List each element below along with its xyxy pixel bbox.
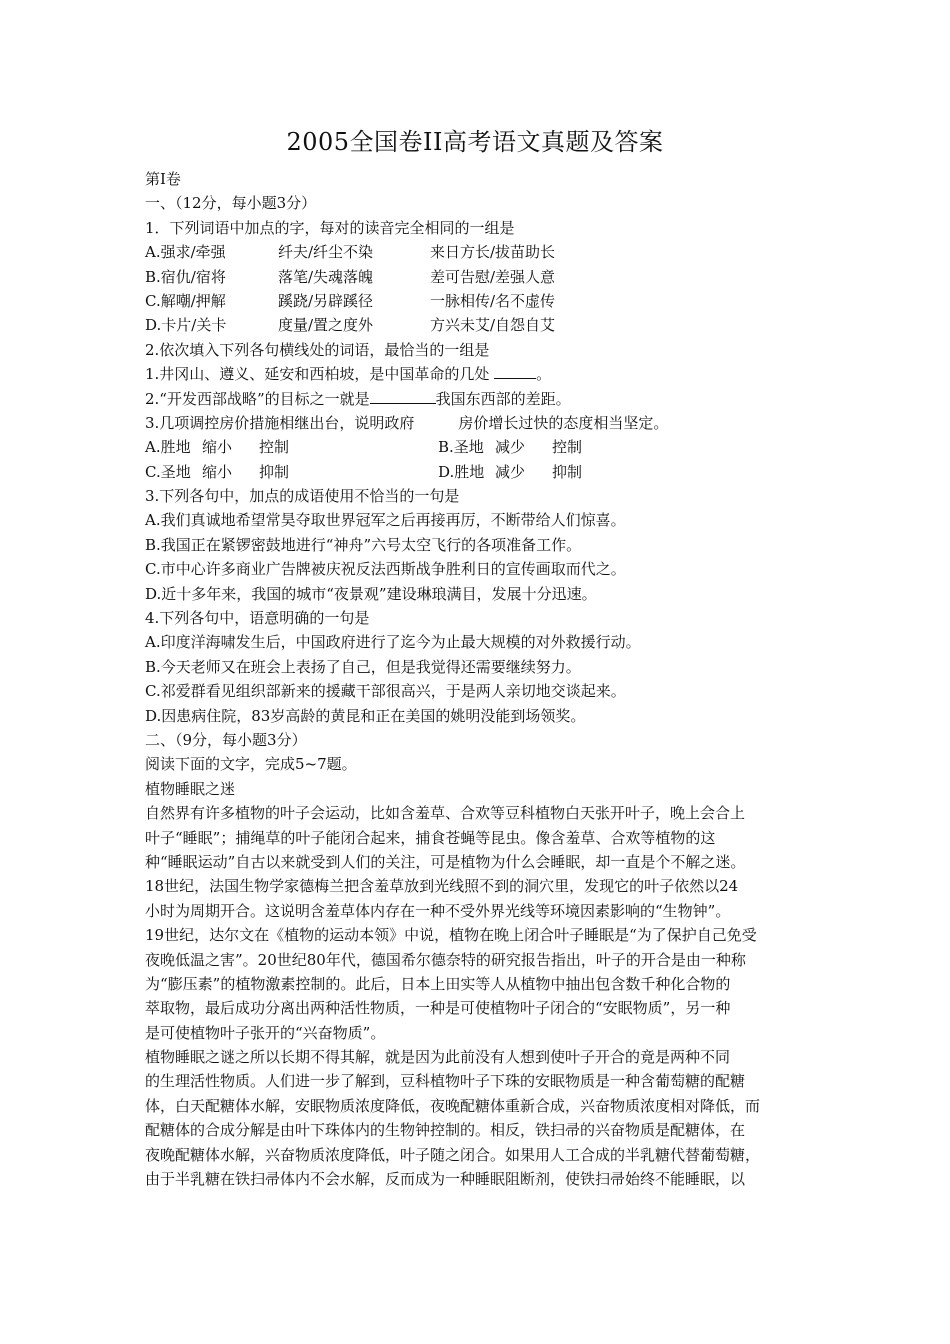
passage-line: 由于半乳糖在铁扫帚体内不会水解，反而成为一种睡眠阻断剂，使铁扫帚始终不能睡眠，以 — [145, 1170, 746, 1189]
question-3-option-c: C.市中心许多商业广告牌被庆祝反法西斯战争胜利日的宣传画取而代之。 — [145, 560, 626, 579]
passage-line: 叶子“睡眠”；捕绳草的叶子能闭合起来，捕食苍蝇等昆虫。像含羞草、合欢等植物的这 — [145, 828, 716, 847]
fill-blank — [370, 387, 436, 404]
question-2-option-c: C.圣地 缩小 抑制 — [145, 462, 290, 481]
question-3-option-d: D.近十多年来，我国的城市“夜景观”建设琳琅满目，发展十分迅速。 — [145, 584, 597, 603]
document-body — [145, 167, 825, 1191]
passage-line: 18世纪，法国生物学家德梅兰把含羞草放到光线照不到的洞穴里，发现它的叶子依然以24 — [145, 877, 739, 896]
question-3-option-b: B.我国正在紧锣密鼓地进行“神舟”六号太空飞行的各项准备工作。 — [145, 535, 582, 554]
question-2-sentence-1: 1.井冈山、遵义、延安和西柏坡，是中国革命的几处 。 — [145, 362, 825, 386]
passage-line: 为“膨压素”的植物激素控制的。此后，日本上田实等人从植物中抽出包含数千种化合物的 — [145, 974, 731, 993]
question-3-stem: 3.下列各句中，加点的成语使用不恰当的一句是 — [145, 487, 460, 506]
question-2-sentence-3: 3.几项调控房价措施相继出台，说明政府 房价增长过快的态度相当坚定。 — [145, 413, 669, 432]
question-4-option-d: D.因患病住院，83岁高龄的黄昆和正在美国的姚明没能到场领奖。 — [145, 706, 586, 725]
question-1-option-d: D.卡片/关卡 度量/置之度外 方兴未艾/自怨自艾 — [145, 316, 556, 335]
question-4-option-b: B.今天老师又在班会上表扬了自己，但是我觉得还需要继续努力。 — [145, 657, 581, 676]
reading-instruction: 阅读下面的文字，完成5~7题。 — [145, 755, 357, 774]
passage-title: 植物睡眠之迷 — [145, 779, 236, 798]
passage-line: 夜晚低温之害”。20世纪80年代，德国希尔德奈特的研究报告指出，叶子的开合是由一种称 — [145, 950, 746, 969]
passage-line: 的生理活性物质。人们进一步了解到，豆科植物叶子下珠的安眠物质是一种含葡萄糖的配糖 — [145, 1072, 746, 1091]
question-4-stem: 4.下列各句中，语意明确的一句是 — [145, 609, 370, 628]
question-2-option-b: B.圣地 减少 控制 — [438, 438, 583, 457]
passage-line: 夜晚配糖体水解，兴奋物质浓度降低，叶子随之闭合。如果用人工合成的半乳糖代替葡萄糖， — [145, 1145, 761, 1164]
section-volume-heading: 第I卷 — [145, 170, 181, 188]
passage-line: 自然界有许多植物的叶子会运动，比如含羞草、合欢等豆科植物白天张开叶子，晚上会合上 — [145, 804, 746, 823]
question-2-option-a: A.胜地 缩小 控制 — [145, 438, 290, 457]
document-title: 2005全国卷II高考语文真题及答案 — [286, 128, 664, 156]
passage-line: 配糖体的合成分解是由叶下珠体内的生物钟控制的。相反，铁扫帚的兴奋物质是配糖体，在 — [145, 1121, 746, 1140]
question-1-option-a: A.强求/牵强 纤夫/纤尘不染 来日方长/拔苗助长 — [145, 243, 556, 262]
question-1-option-c: C.解嘲/押解 蹊跷/另辟蹊径 一脉相传/名不虚传 — [145, 291, 556, 310]
question-1-stem: 1．下列词语中加点的字，每对的读音完全相同的一组是 — [145, 218, 515, 237]
passage-line: 种“睡眠运动”自古以来就受到人们的关注，可是植物为什么会睡眠，却一直是个不解之迷。 — [145, 852, 746, 871]
section-one-heading: 一、（12分，每小题3分） — [145, 194, 317, 213]
question-3-option-a: A.我们真诚地希望常昊夺取世界冠军之后再接再厉，不断带给人们惊喜。 — [145, 511, 626, 530]
question-4-option-a: A.印度洋海啸发生后，中国政府进行了迄今为止最大规模的对外救援行动。 — [145, 633, 641, 652]
fill-blank — [494, 362, 536, 379]
passage-line: 植物睡眠之谜之所以长期不得其解，就是因为此前没有人想到使叶子开合的竟是两种不同 — [145, 1048, 731, 1067]
section-two-heading: 二、（9分，每小题3分） — [145, 730, 307, 749]
passage-line: 体，白天配糖体水解，安眠物质浓度降低，夜晚配糖体重新合成，兴奋物质浓度相对降低，而 — [145, 1096, 761, 1115]
passage-line: 19世纪，达尔文在《植物的运动本领》中说，植物在晚上闭合叶子睡眠是“为了保护自己免受 — [145, 926, 757, 945]
question-2-option-d: D.胜地 减少 抑制 — [438, 462, 583, 481]
passage-line: 是可使植物叶子张开的“兴奋物质”。 — [145, 1023, 386, 1042]
question-4-option-c: C.祁爱群看见组织部新来的援藏干部很高兴，于是两人亲切地交谈起来。 — [145, 682, 626, 701]
passage-line: 萃取物，最后成功分离出两种活性物质，一种是可使植物叶子闭合的“安眠物质”，另一种 — [145, 999, 731, 1018]
question-1-option-b: B.宿仇/宿将 落笔/失魂落魄 差可告慰/差强人意 — [145, 267, 556, 286]
question-2-options-row-1 — [145, 435, 825, 459]
passage-line: 小时为周期开合。这说明含羞草体内存在一种不受外界光线等环境因素影响的“生物钟”。 — [145, 901, 731, 920]
question-2-stem: 2.依次填入下列各句横线处的词语，最恰当的一组是 — [145, 340, 490, 359]
question-2-sentence-2: 2.“开发西部战略”的目标之一就是 我国东西部的差距。 — [145, 387, 825, 411]
question-2-options-row-2 — [145, 460, 825, 484]
